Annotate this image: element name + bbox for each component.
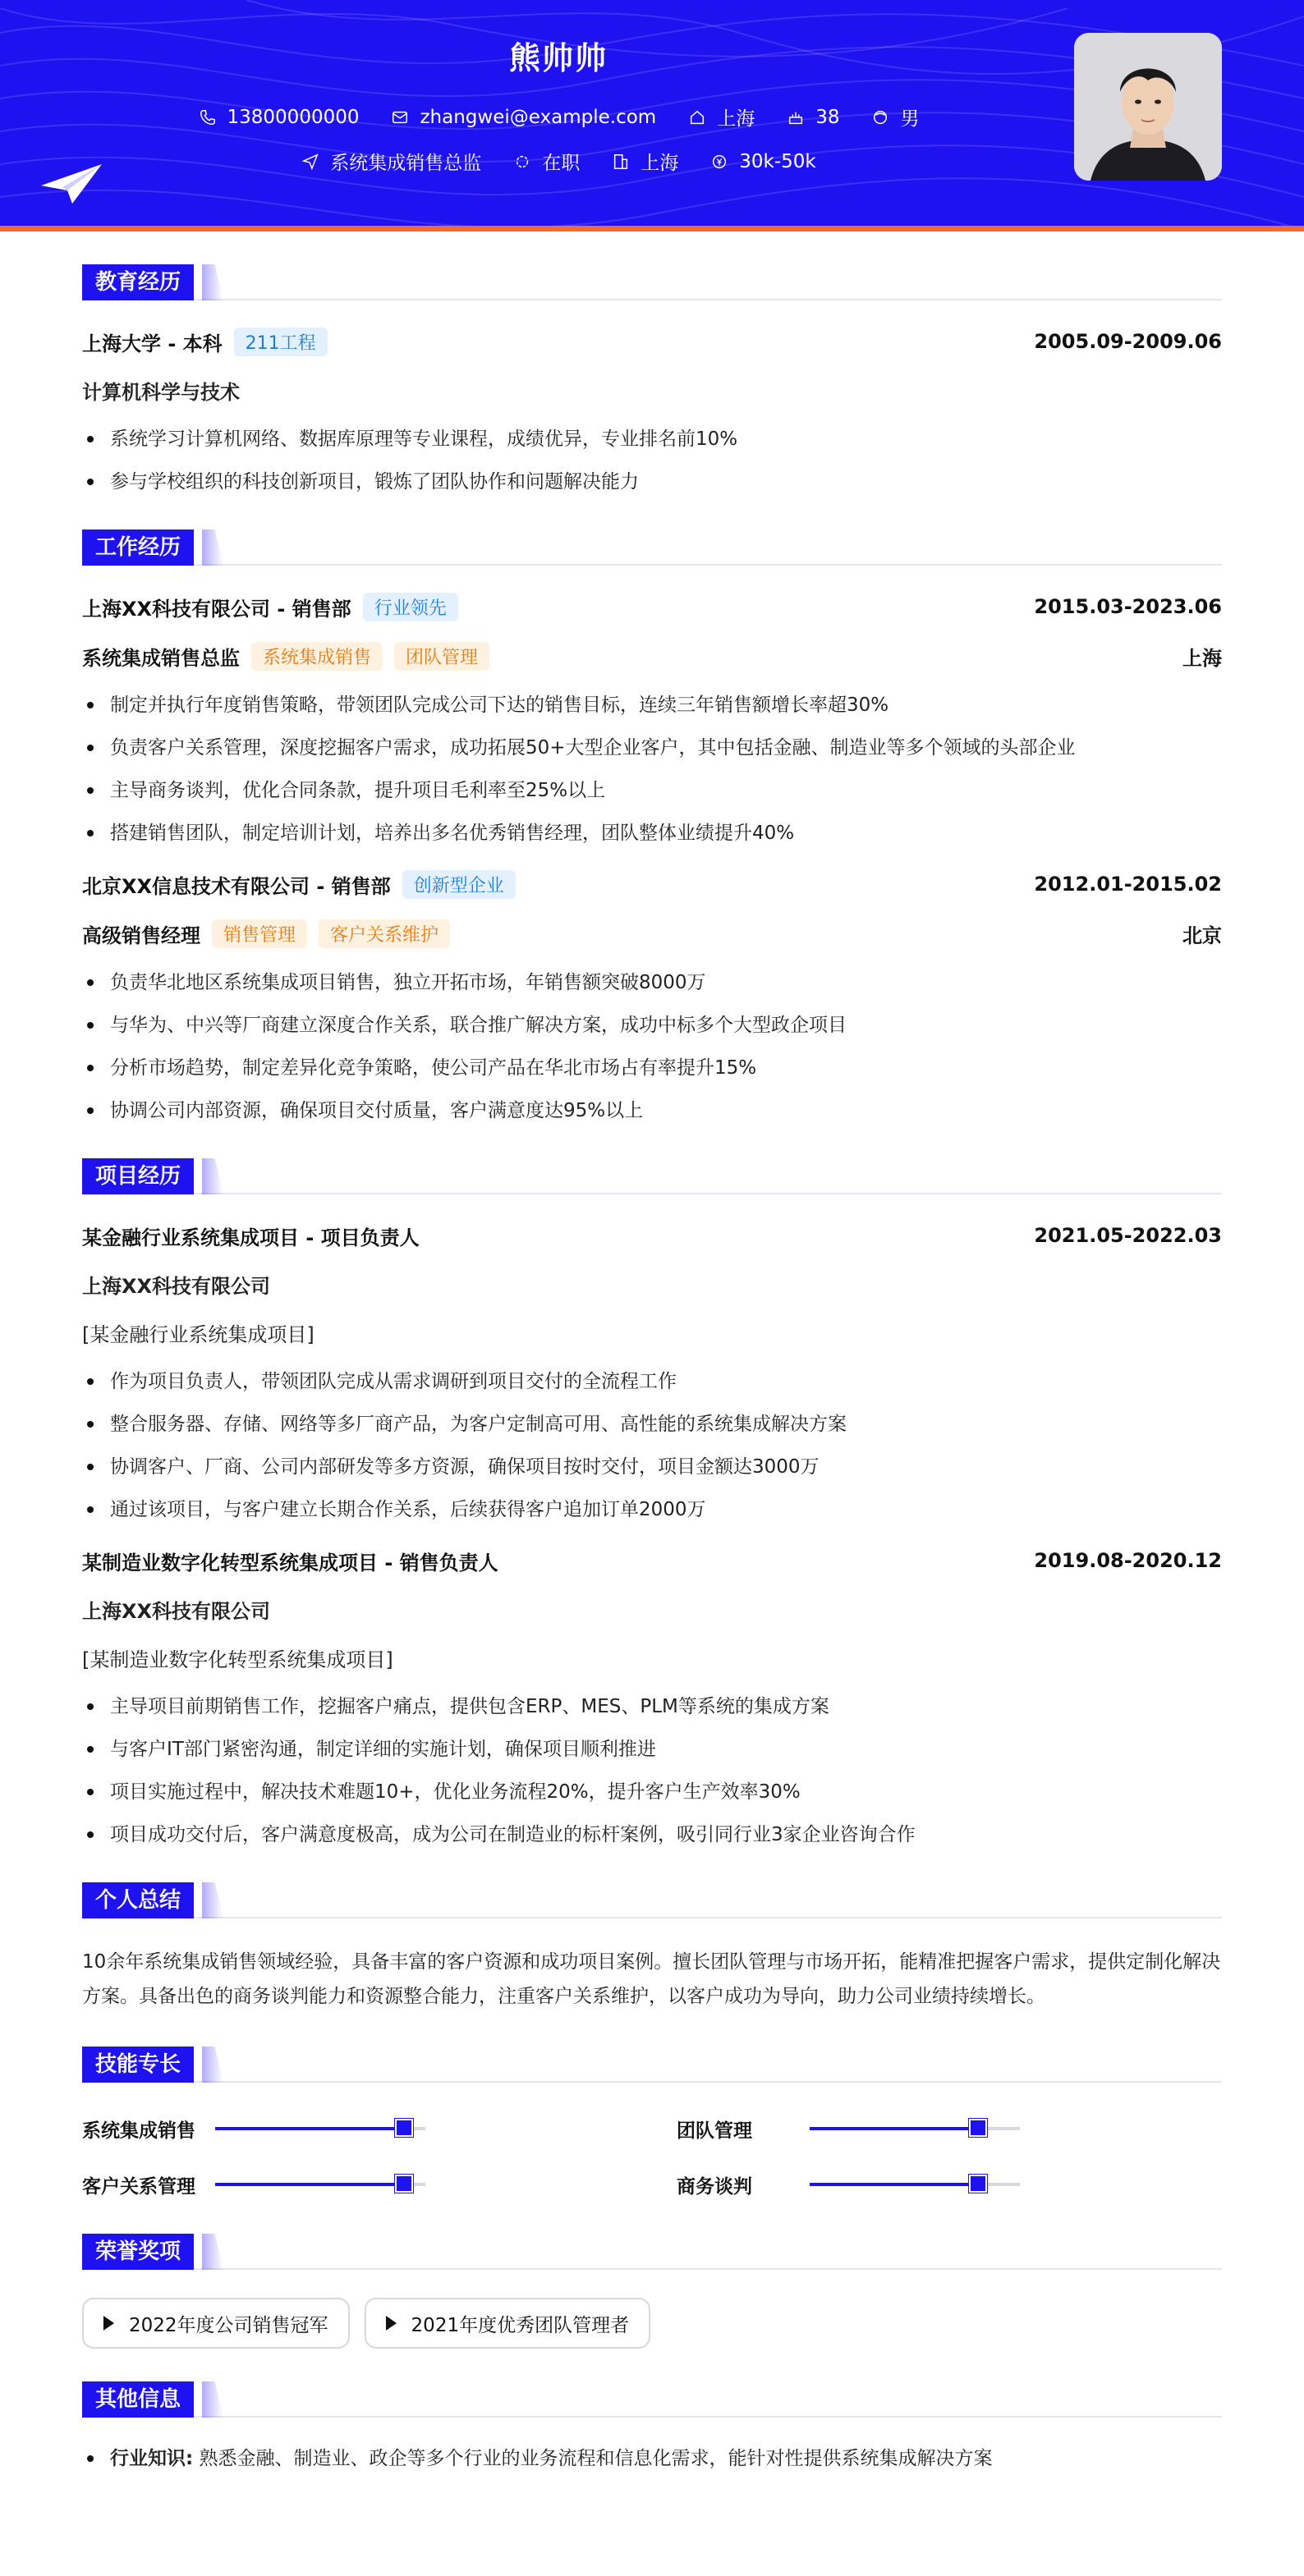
major-name: 计算机科学与技术 bbox=[82, 381, 240, 404]
project-name: 某金融行业系统集成项目 - 项目负责人 bbox=[82, 1226, 420, 1249]
job-city: 北京 bbox=[1182, 924, 1222, 947]
list-item: 负责客户关系管理，深度挖掘客户需求，成功拓展50+大型企业客户，其中包括金融、制造业等多个领域的头部企业 bbox=[82, 733, 1222, 763]
other-bullets bbox=[82, 2444, 1222, 2473]
section-header bbox=[82, 1158, 1222, 1194]
company-tag: 行业领先 bbox=[363, 593, 458, 621]
job-role: 高级销售经理 bbox=[82, 924, 200, 947]
company-name: 上海XX科技有限公司 - 销售部 bbox=[82, 597, 351, 621]
list-item: 参与学校组织的科技创新项目，锻炼了团队协作和问题解决能力 bbox=[82, 467, 1222, 497]
company-name: 北京XX信息技术有限公司 - 销售部 bbox=[82, 874, 391, 898]
skill-bar-knob bbox=[395, 2175, 413, 2193]
skill-item bbox=[677, 2112, 1222, 2145]
skill-name: 客户关系管理 bbox=[82, 2175, 195, 2198]
project-header-row bbox=[82, 1221, 1222, 1250]
award-chip bbox=[82, 2298, 350, 2349]
other-text: 熟悉金融、制造业、政企等多个行业的业务流程和信息化需求，能针对性提供系统集成解决方案 bbox=[199, 2448, 993, 2469]
mail-icon bbox=[390, 108, 410, 127]
skill-bar bbox=[810, 2127, 1020, 2130]
award-chip bbox=[365, 2298, 651, 2349]
list-item: 项目实施过程中，解决技术难题10+，优化业务流程20%，提升客户生产效率30% bbox=[82, 1777, 1222, 1807]
skills-grid bbox=[82, 2109, 1222, 2201]
list-item: 系统学习计算机网络、数据库原理等专业课程，成绩优异，专业排名前10% bbox=[82, 424, 1222, 454]
building-icon bbox=[611, 152, 631, 172]
job-header-row bbox=[82, 869, 1222, 899]
project-bullets bbox=[82, 1692, 1222, 1849]
school-tag: 211工程 bbox=[234, 328, 328, 356]
award-label: 2022年度公司销售冠军 bbox=[129, 2314, 328, 2336]
section-title-decoration bbox=[202, 529, 223, 566]
skill-bar-knob bbox=[395, 2119, 413, 2137]
paper-plane-icon bbox=[39, 161, 105, 207]
gender-text: 男 bbox=[900, 108, 920, 130]
list-item: 协调客户、厂商、公司内部研发等多方资源，确保项目按时交付，项目金额达3000万 bbox=[82, 1452, 1222, 1482]
section-header bbox=[82, 529, 1222, 566]
section-title: 荣誉奖项 bbox=[82, 2234, 194, 2270]
skill-bar-fill bbox=[810, 2183, 978, 2186]
list-item: 整合服务器、存储、网络等多厂商产品，为客户定制高可用、高性能的系统集成解决方案 bbox=[82, 1409, 1222, 1439]
list-item: 与客户IT部门紧密沟通，制定详细的实施计划，确保项目顺利推进 bbox=[82, 1735, 1222, 1764]
project-date: 2019.08-2020.12 bbox=[1034, 1549, 1222, 1572]
section-title-decoration bbox=[202, 1882, 223, 1918]
list-item: 通过该项目，与客户建立长期合作关系，后续获得客户追加订单2000万 bbox=[82, 1495, 1222, 1524]
project-label: [某金融行业系统集成项目] bbox=[82, 1323, 315, 1346]
skill-name: 商务谈判 bbox=[677, 2175, 752, 2198]
project-date: 2021.05-2022.03 bbox=[1034, 1224, 1222, 1247]
skill-bar-fill bbox=[215, 2183, 404, 2186]
status-icon bbox=[512, 152, 532, 172]
target-city-item bbox=[611, 148, 678, 175]
award-label: 2021年度优秀团队管理者 bbox=[411, 2314, 630, 2336]
position-text: 系统集成销售总监 bbox=[330, 153, 482, 174]
salary-item bbox=[709, 151, 815, 172]
play-icon bbox=[386, 2316, 397, 2331]
skill-bar bbox=[215, 2183, 425, 2186]
school-name: 上海大学 - 本科 bbox=[82, 332, 223, 355]
education-date: 2005.09-2009.06 bbox=[1034, 330, 1222, 353]
section-header bbox=[82, 2234, 1222, 2270]
list-item: 协调公司内部资源，确保项目交付质量，客户满意度达95%以上 bbox=[82, 1096, 1222, 1125]
coin-icon bbox=[709, 152, 729, 172]
list-item: 搭建销售团队，制定培训计划，培养出多名优秀销售经理，团队整体业绩提升40% bbox=[82, 818, 1222, 848]
skill-tag: 系统集成销售 bbox=[251, 642, 383, 671]
gender-item bbox=[870, 103, 919, 131]
skill-bar-fill bbox=[810, 2127, 978, 2130]
section-header bbox=[82, 2381, 1222, 2418]
section-title-decoration bbox=[202, 2047, 223, 2083]
section-title: 其他信息 bbox=[82, 2381, 194, 2418]
skill-tag: 客户关系维护 bbox=[319, 919, 450, 948]
gender-icon bbox=[870, 108, 890, 127]
project-header-row bbox=[82, 1546, 1222, 1575]
education-section bbox=[82, 264, 1222, 497]
email-item bbox=[390, 107, 656, 128]
city-item bbox=[687, 103, 755, 131]
position-item bbox=[301, 148, 481, 175]
skill-bar bbox=[810, 2183, 1020, 2186]
section-title: 个人总结 bbox=[82, 1882, 194, 1918]
skill-bar bbox=[215, 2127, 425, 2130]
send-icon bbox=[301, 152, 320, 172]
age-item bbox=[786, 107, 839, 128]
education-bullets bbox=[82, 424, 1222, 497]
job-city: 上海 bbox=[1182, 646, 1222, 670]
section-header bbox=[82, 264, 1222, 300]
skills-section bbox=[82, 2047, 1222, 2201]
summary-section bbox=[82, 1882, 1222, 2014]
section-title-decoration bbox=[202, 264, 223, 300]
project-company: 上海XX科技有限公司 bbox=[82, 1600, 271, 1623]
phone-icon bbox=[198, 108, 218, 127]
phone-item bbox=[198, 107, 360, 128]
list-item: 主导商务谈判，优化合同条款，提升项目毛利率至25%以上 bbox=[82, 776, 1222, 805]
work-section bbox=[82, 529, 1222, 1125]
job-bullets bbox=[82, 968, 1222, 1125]
city-text: 上海 bbox=[717, 108, 755, 130]
education-row bbox=[82, 327, 1222, 356]
awards-section bbox=[82, 2234, 1222, 2349]
cake-icon bbox=[786, 108, 806, 127]
section-title: 教育经历 bbox=[82, 264, 194, 300]
summary-text: 10余年系统集成销售领域经验，具备丰富的客户资源和成功项目案例。擅长团队管理与市场开拓，能精准把握客户需求，提供定制化解决方案。具备出色的商务谈判能力和资源整合能力，注重客户关系维护，以客户成功为导向，助力公司业绩持续增长。 bbox=[82, 1951, 1221, 2007]
other-section bbox=[82, 2381, 1222, 2473]
job-header-row bbox=[82, 592, 1222, 621]
home-icon bbox=[687, 108, 707, 127]
list-item: 主导项目前期销售工作，挖掘客户痛点，提供包含ERP、MES、PLM等系统的集成方案 bbox=[82, 1692, 1222, 1721]
list-item: 作为项目负责人，带领团队完成从需求调研到项目交付的全流程工作 bbox=[82, 1367, 1222, 1396]
target-city-text: 上海 bbox=[641, 153, 679, 174]
job-bullets bbox=[82, 690, 1222, 848]
contact-row bbox=[0, 103, 1117, 131]
list-item: 分析市场趋势，制定差异化竞争策略，使公司产品在华北市场占有率提升15% bbox=[82, 1053, 1222, 1083]
section-title: 工作经历 bbox=[82, 529, 194, 566]
skill-item bbox=[677, 2168, 1222, 2201]
project-bullets bbox=[82, 1367, 1222, 1524]
job-role-row bbox=[82, 919, 1222, 948]
phone-text: 13800000000 bbox=[227, 106, 360, 128]
candidate-name: 熊帅帅 bbox=[508, 40, 608, 76]
skill-item bbox=[82, 2168, 627, 2201]
job-date: 2012.01-2015.02 bbox=[1034, 873, 1222, 896]
section-title-decoration bbox=[202, 1158, 223, 1194]
job-date: 2015.03-2023.06 bbox=[1034, 595, 1222, 618]
salary-text: 30k-50k bbox=[739, 150, 816, 172]
list-item: 项目成功交付后，客户满意度极高，成为公司在制造业的标杆案例，吸引同行业3家企业咨询合作 bbox=[82, 1820, 1222, 1849]
job-role: 系统集成销售总监 bbox=[82, 646, 240, 670]
project-label: [某制造业数字化转型系统集成项目] bbox=[82, 1648, 393, 1671]
status-item bbox=[512, 148, 580, 175]
company-tag: 创新型企业 bbox=[402, 870, 516, 899]
play-icon bbox=[103, 2316, 114, 2331]
projects-section bbox=[82, 1158, 1222, 1849]
skill-bar-knob bbox=[969, 2119, 987, 2137]
skill-name: 团队管理 bbox=[677, 2120, 752, 2142]
status-text: 在职 bbox=[542, 153, 581, 174]
section-title: 项目经历 bbox=[82, 1158, 194, 1194]
skill-tag: 团队管理 bbox=[394, 642, 489, 671]
resume-header bbox=[0, 0, 1304, 231]
section-title: 技能专长 bbox=[82, 2047, 194, 2083]
other-label: 行业知识: bbox=[110, 2448, 194, 2469]
list-item: 负责华北地区系统集成项目销售，独立开拓市场，年销售额突破8000万 bbox=[82, 968, 1222, 997]
skill-name: 系统集成销售 bbox=[82, 2120, 195, 2142]
awards-list bbox=[82, 2296, 1222, 2349]
skill-tag: 销售管理 bbox=[212, 919, 307, 948]
project-company: 上海XX科技有限公司 bbox=[82, 1275, 271, 1298]
section-header bbox=[82, 2047, 1222, 2083]
age-text: 38 bbox=[815, 106, 840, 128]
skill-bar-knob bbox=[969, 2175, 987, 2193]
skill-item bbox=[82, 2112, 627, 2145]
email-text: zhangwei@example.com bbox=[420, 106, 657, 128]
job-role-row bbox=[82, 641, 1222, 671]
list-item: 与华为、中兴等厂商建立深度合作关系，联合推广解决方案，成功中标多个大型政企项目 bbox=[82, 1011, 1222, 1040]
project-name: 某制造业数字化转型系统集成项目 - 销售负责人 bbox=[82, 1551, 498, 1574]
skill-bar-fill bbox=[215, 2127, 404, 2130]
avatar bbox=[1074, 33, 1222, 181]
section-title-decoration bbox=[202, 2234, 223, 2270]
job-intent-row bbox=[0, 148, 1117, 175]
section-title-decoration bbox=[202, 2381, 223, 2418]
list-item: 制定并执行年度销售策略，带领团队完成公司下达的销售目标，连续三年销售额增长率超30% bbox=[82, 690, 1222, 720]
section-header bbox=[82, 1882, 1222, 1918]
list-item bbox=[82, 2444, 1222, 2473]
